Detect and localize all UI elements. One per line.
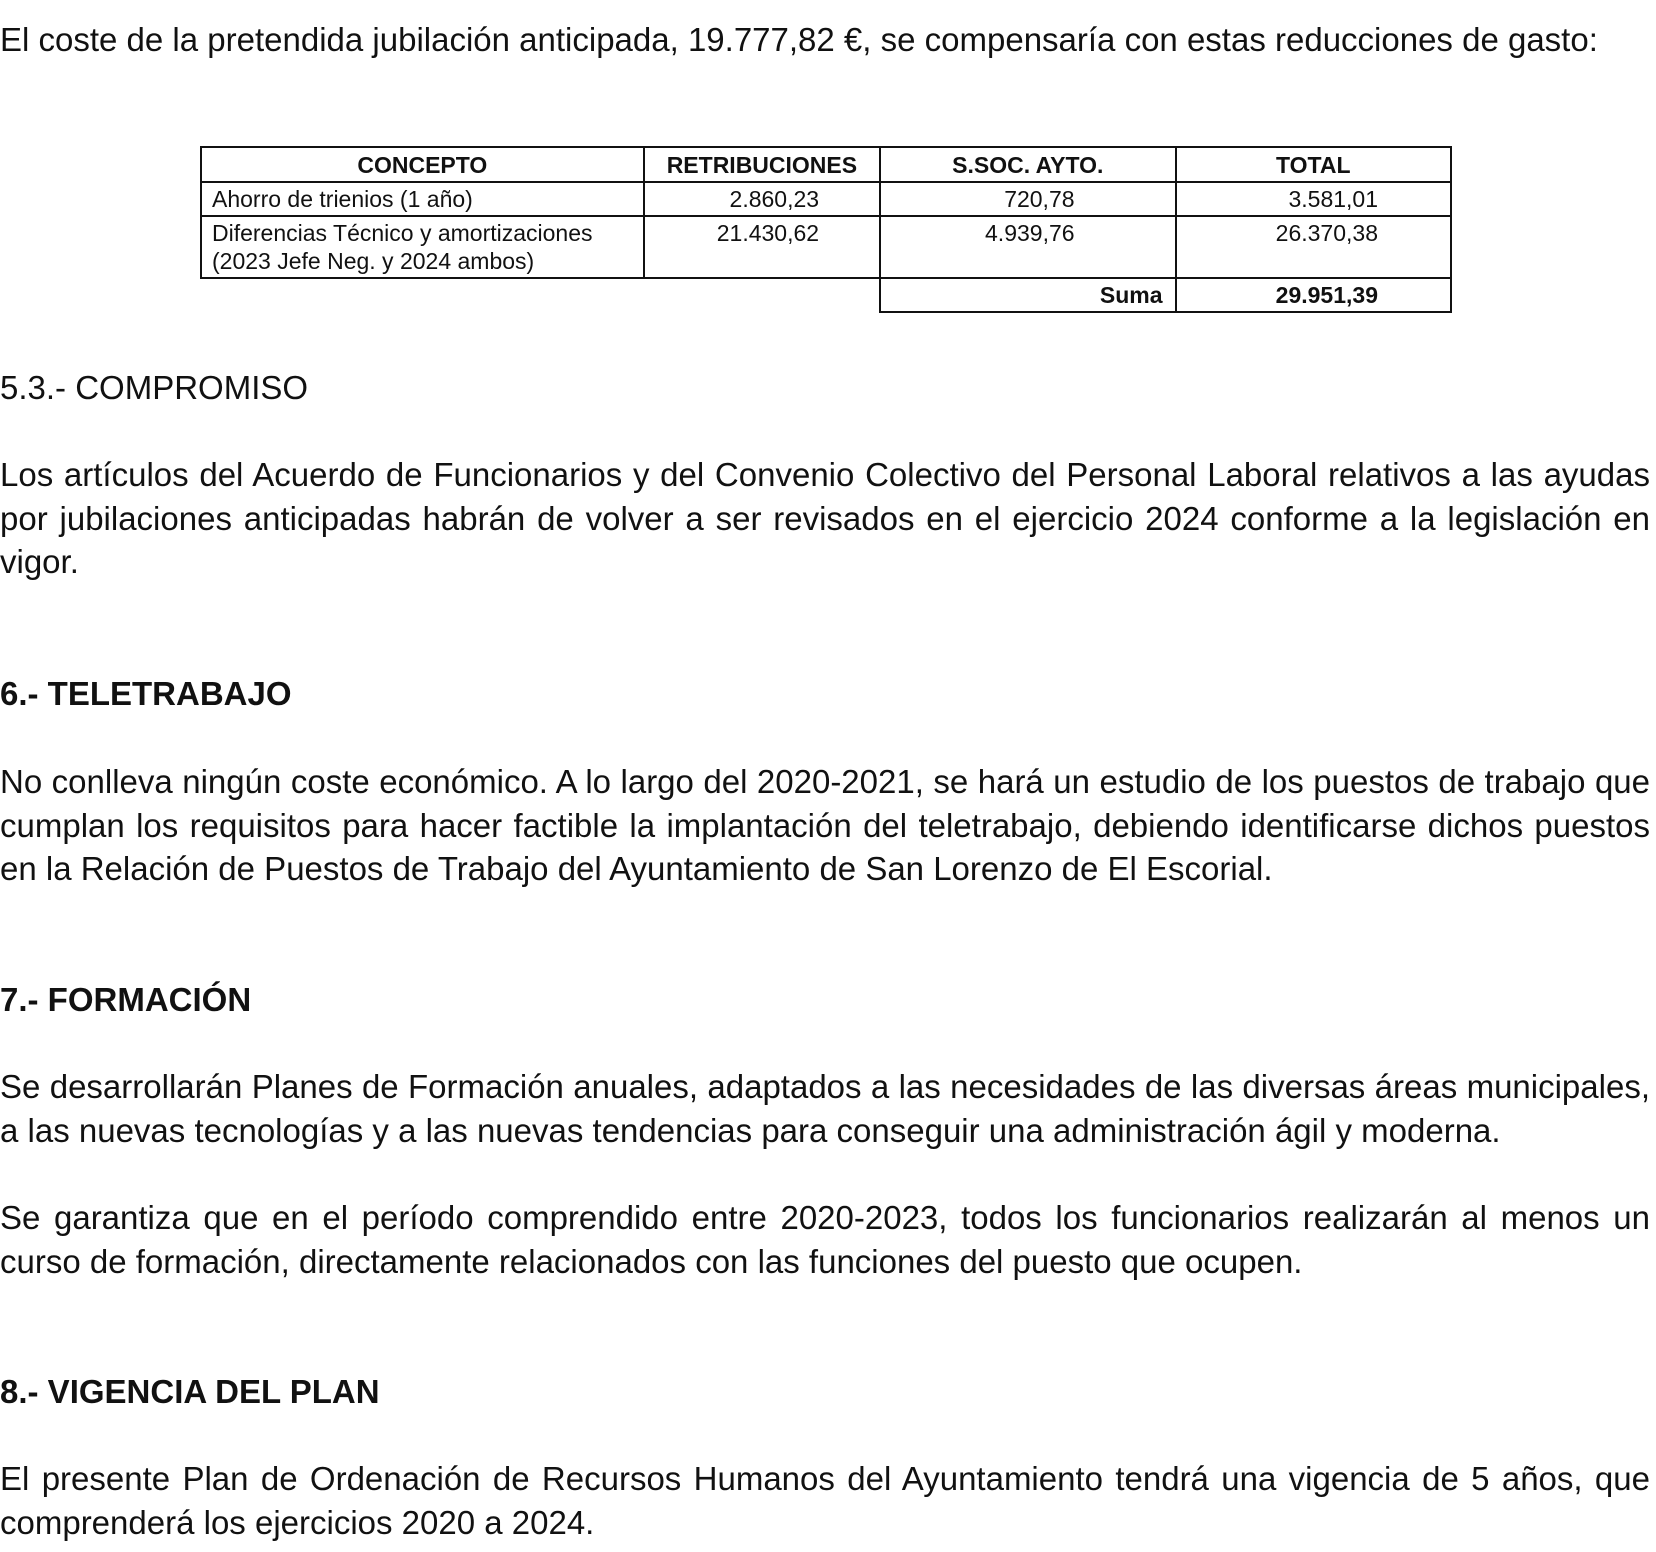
cell-concepto: [201, 216, 644, 278]
header-concepto: CONCEPTO: [201, 147, 644, 182]
cost-table: [200, 146, 1452, 313]
section-5-3-paragraph: Los artículos del Acuerdo de Funcionarios y del Convenio Colectivo del Personal Laboral relativos a las ayudas por jubilaciones anticipadas habrán de volver a ser revisados en el ejercicio 2024 conforme a la legislación en vigor.: [0, 456, 1650, 580]
cell-ssoc: 720,78: [880, 182, 1175, 216]
section-7-title: 7.- FORMACIÓN: [0, 981, 252, 1018]
section-6-title: 6.- TELETRABAJO: [0, 675, 292, 712]
table-header-row: [201, 147, 1451, 182]
cell-total: 3.581,01: [1176, 182, 1451, 216]
cell-total: 26.370,38: [1176, 216, 1451, 278]
cell-concepto-line1: Diferencias Técnico y amortizaciones: [212, 220, 593, 246]
table-sum-row: [201, 278, 1451, 312]
section-7-paragraph-1: Se desarrollarán Planes de Formación anuales, adaptados a las necesidades de las diversas áreas municipales, a las nuevas tecnologías y a las nuevas tendencias para conseguir una administración ágil y moderna.: [0, 1068, 1650, 1149]
intro-paragraph: El coste de la pretendida jubilación anticipada, 19.777,82 €, se compensaría con estas reducciones de gasto:: [0, 21, 1598, 58]
header-ssoc: S.SOC. AYTO.: [880, 147, 1175, 182]
sum-total: 29.951,39: [1176, 278, 1451, 312]
section-5-3-title: 5.3.- COMPROMISO: [0, 369, 309, 406]
table-row: [201, 182, 1451, 216]
section-8-paragraph: El presente Plan de Ordenación de Recursos Humanos del Ayuntamiento tendrá una vigencia de 5 años, que comprenderá los ejercicios 2020 a 2024.: [0, 1460, 1650, 1541]
cell-retribuciones: 21.430,62: [644, 216, 880, 278]
table-row: [201, 216, 1451, 278]
header-total: TOTAL: [1176, 147, 1451, 182]
section-7-paragraph-2: Se garantiza que en el período comprendido entre 2020-2023, todos los funcionarios realizarán al menos un curso de formación, directamente relacionados con las funciones del puesto que ocupen.: [0, 1199, 1650, 1280]
sum-label: Suma: [880, 278, 1175, 312]
cell-ssoc: 4.939,76: [880, 216, 1175, 278]
cell-retribuciones: 2.860,23: [644, 182, 880, 216]
cell-concepto-line2: (2023 Jefe Neg. y 2024 ambos): [212, 248, 535, 274]
section-6-paragraph: No conlleva ningún coste económico. A lo largo del 2020-2021, se hará un estudio de los puestos de trabajo que cumplan los requisitos para hacer factible la implantación del teletrabajo, debiendo identificarse dichos puestos en la Relación de Puestos de Trabajo del Ayuntamiento de San Lorenzo de El Escorial.: [0, 763, 1650, 887]
header-retribuciones: RETRIBUCIONES: [644, 147, 880, 182]
cell-concepto: Ahorro de trienios (1 año): [201, 182, 644, 216]
section-8-title: 8.- VIGENCIA DEL PLAN: [0, 1373, 380, 1410]
